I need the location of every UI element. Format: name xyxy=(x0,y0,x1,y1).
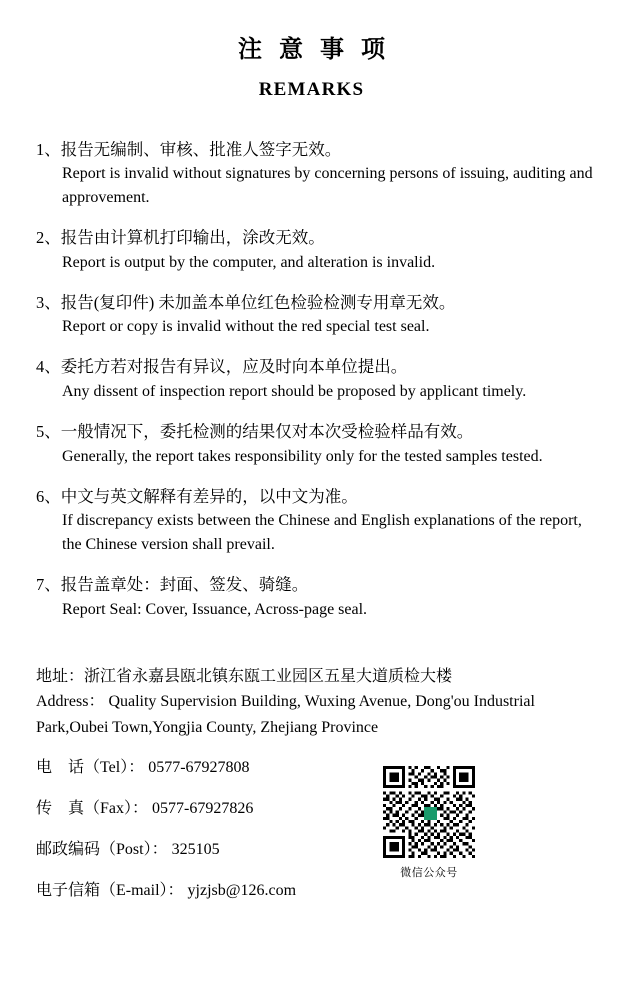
remark-text-cn: 1、报告无编制、审核、批准人签字无效。 xyxy=(36,139,342,159)
page-title-en: REMARKS xyxy=(258,78,365,100)
remark-text-cn: 7、报告盖章处：封面、签发、骑缝。 xyxy=(36,575,309,595)
remark-text-cn: 6、中文与英文解释有差异的，以中文为准。 xyxy=(36,486,358,506)
address-cn: 地址：浙江省永嘉县瓯北镇东瓯工业园区五星大道质检大楼 xyxy=(36,667,453,685)
remark-text-en: If discrepancy exists between the Chinese and English explanations of the report, the Chinese version shall prevail. xyxy=(62,512,582,554)
remark-item xyxy=(36,484,595,558)
remark-text-cn: 2、报告由计算机打印输出，涂改无效。 xyxy=(36,228,325,248)
wechat-qr-block xyxy=(381,766,477,880)
remark-text-en: Report is output by the computer, and alteration is invalid. xyxy=(62,253,436,271)
remark-item xyxy=(36,419,595,469)
contact-rows xyxy=(36,756,426,903)
qr-code-icon xyxy=(383,766,475,858)
contact-tel: 电 话（Tel）： 0577-67927808 xyxy=(36,758,250,776)
remark-item xyxy=(36,225,595,275)
remark-text-en: Report Seal: Cover, Issuance, Across-page seal. xyxy=(62,600,368,618)
remark-text-en: Report or copy is invalid without the red special test seal. xyxy=(62,318,430,336)
contact-fax: 传 真（Fax）： 0577-67927826 xyxy=(36,800,254,818)
remark-text-cn: 5、一般情况下，委托检测的结果仅对本次受检验样品有效。 xyxy=(36,422,474,442)
remark-text-en: Report is invalid without signatures by concerning persons of issuing, auditing and approvement. xyxy=(62,165,593,207)
contact-email: 电子信箱（E-mail）： yjzjsb@126.com xyxy=(36,882,297,900)
remark-text-cn: 3、报告(复印件) 未加盖本单位红色检验检测专用章无效。 xyxy=(36,292,456,312)
remark-item xyxy=(36,137,595,211)
remark-text-en: Any dissent of inspection report should be proposed by applicant timely. xyxy=(62,383,527,401)
remarks-list xyxy=(28,137,595,622)
qr-caption: 微信公众号 xyxy=(400,866,458,879)
remark-item xyxy=(36,572,595,622)
remark-text-cn: 4、委托方若对报告有异议，应及时向本单位提出。 xyxy=(36,357,408,377)
contact-postcode: 邮政编码（Post）： 325105 xyxy=(36,841,220,859)
remark-text-en: Generally, the report takes responsibility only for the tested samples tested. xyxy=(62,447,543,465)
contact-block xyxy=(28,664,595,903)
remark-item xyxy=(36,290,595,340)
address-en: Address： Quality Supervision Building, Wuxing Avenue, Dong'ou Industrial Park,Oubei Town,Yongjia County, Zhejiang Province xyxy=(36,693,535,736)
page-title-cn: 注意事项 xyxy=(238,37,402,63)
remark-item xyxy=(36,354,595,404)
